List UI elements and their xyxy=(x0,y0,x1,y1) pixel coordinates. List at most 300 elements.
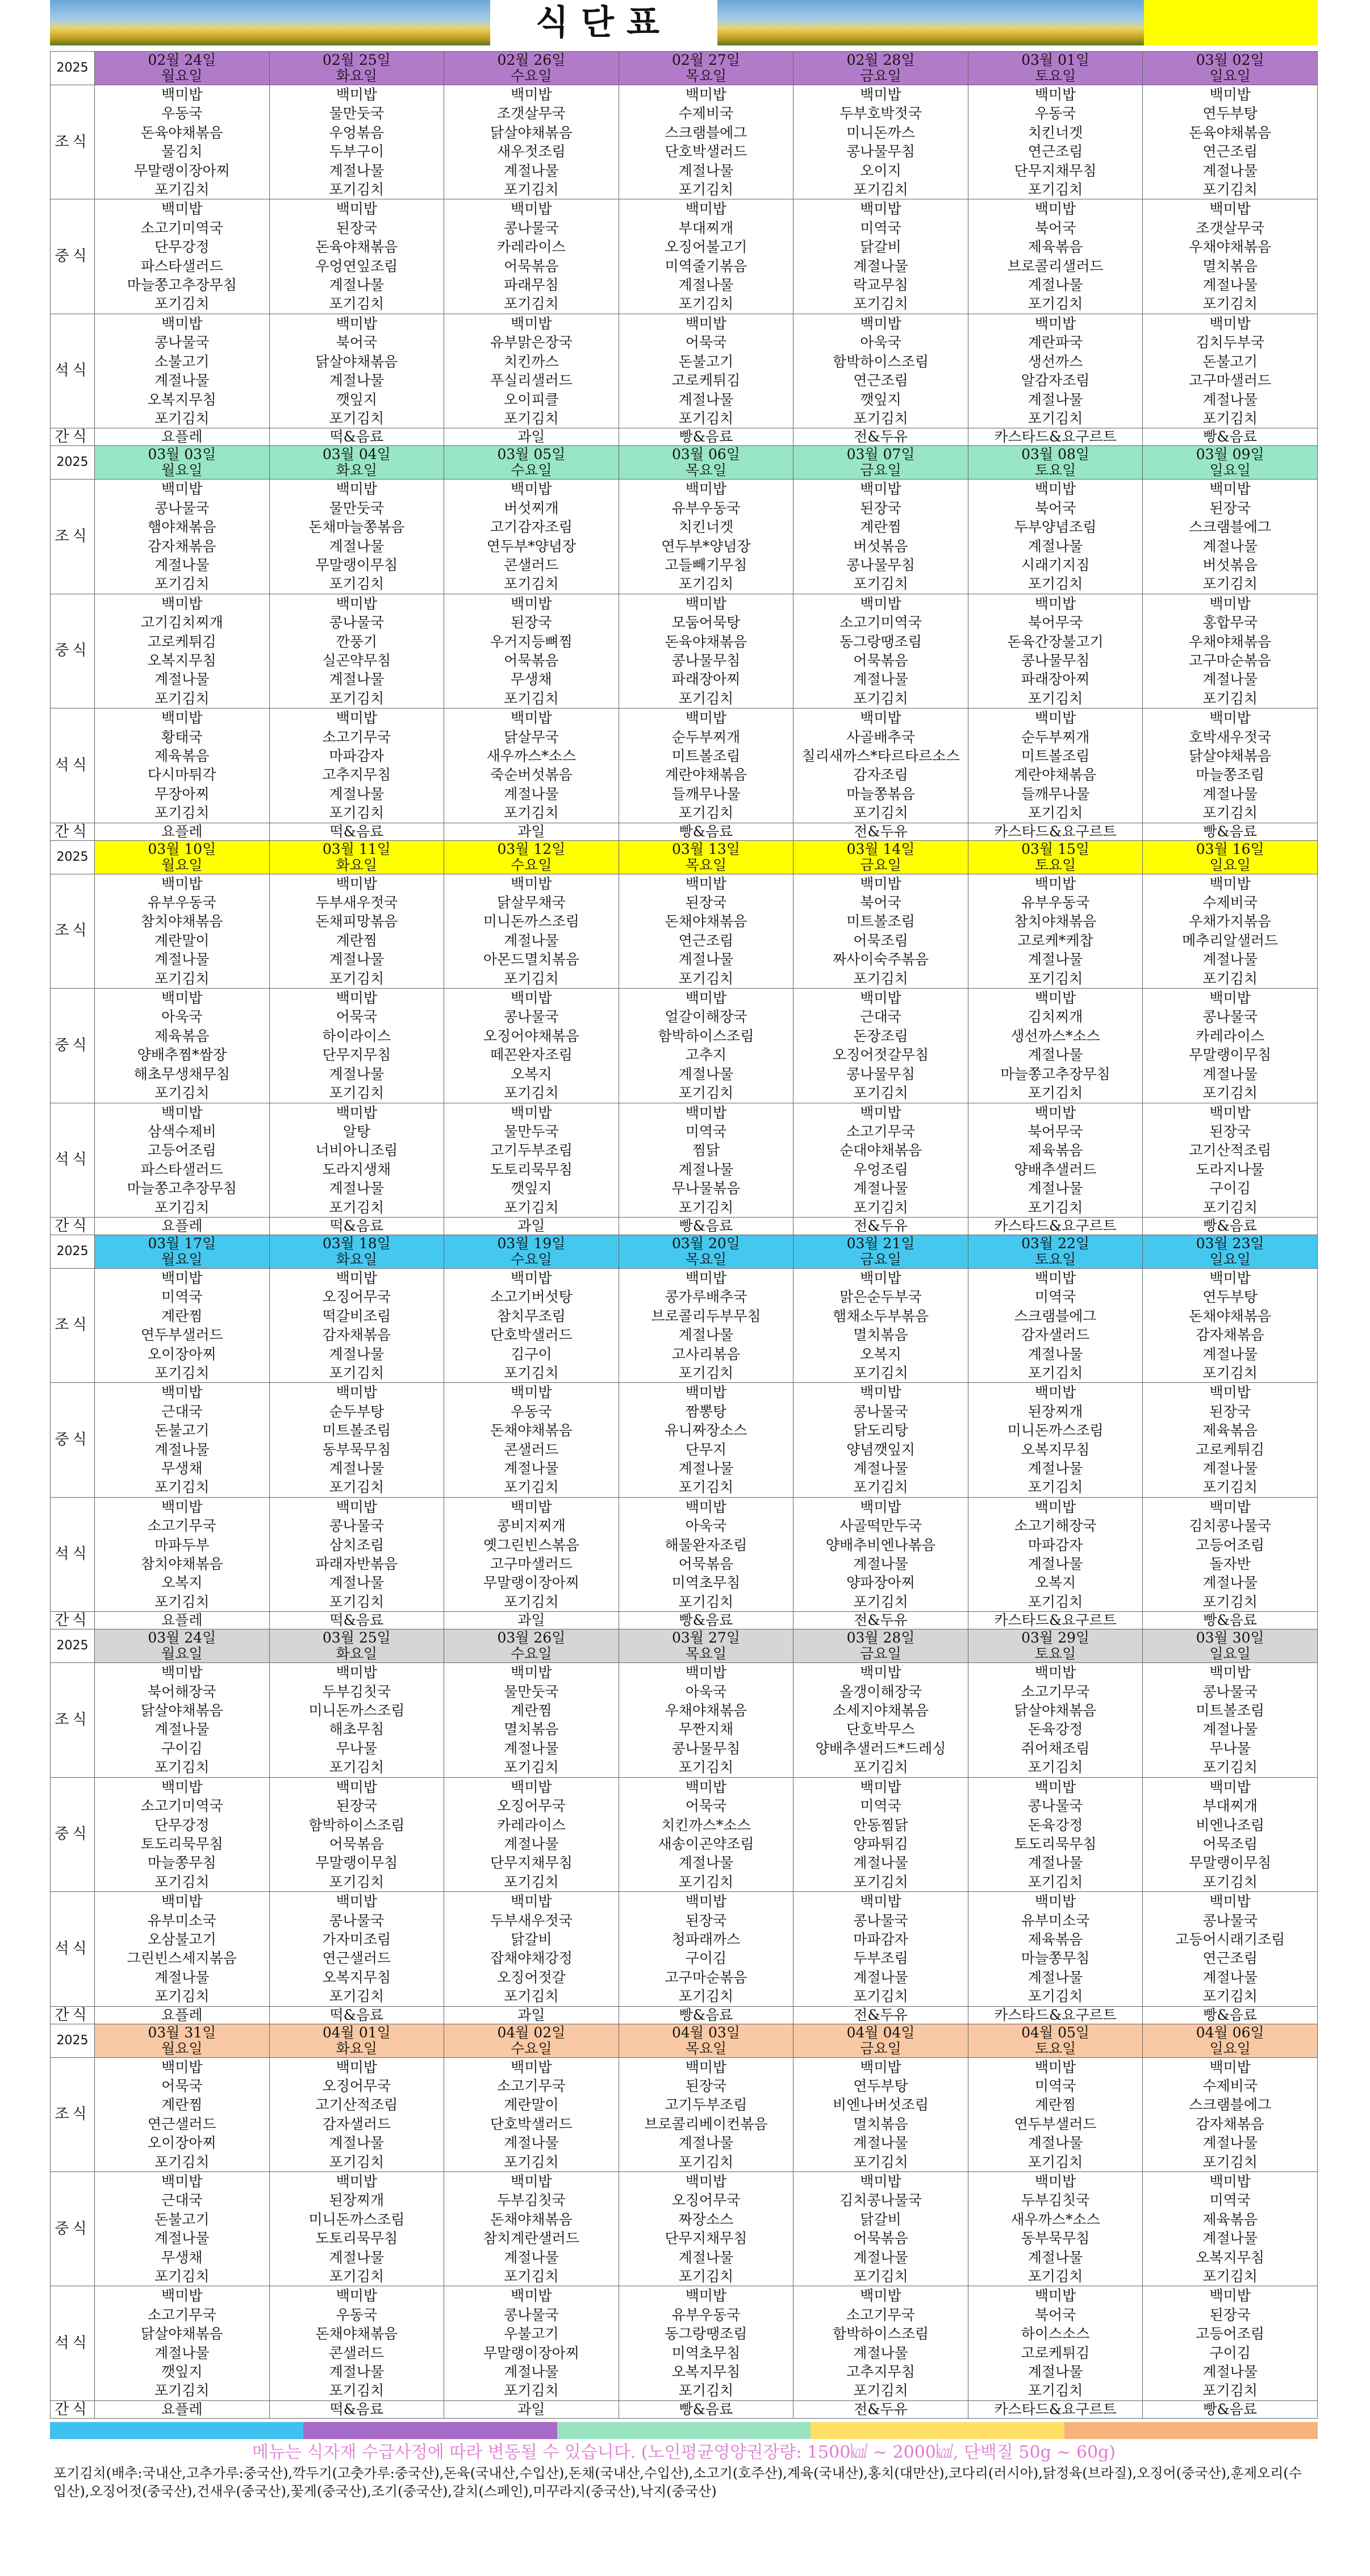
date-header-cell xyxy=(619,52,793,85)
date-label: 03월 15일 xyxy=(1021,840,1090,857)
date-header-cell xyxy=(444,2024,619,2057)
meal-label-dinner: 석식 xyxy=(51,1497,95,1611)
date-label: 02월 26일 xyxy=(497,52,566,68)
snack-cell: 빵&음료 xyxy=(619,1217,793,1235)
menu-cell-breakfast: 백미밥 물만둣국 계란찜 멸치볶음 계절나물 포기김치 xyxy=(444,1663,619,1777)
menu-cell-breakfast: 백미밥 북어해장국 닭살야채볶음 계절나물 구이김 포기김치 xyxy=(95,1663,270,1777)
menu-sheet xyxy=(50,0,1318,2500)
date-header-cell xyxy=(968,1629,1143,1663)
weekday-label: 금요일 xyxy=(860,1645,901,1662)
snack-cell: 전&두유 xyxy=(793,823,968,840)
date-header-cell xyxy=(269,840,444,874)
menu-cell-lunch: 백미밥 얼갈이해장국 함박하이스조림 고추지 계절나물 포기김치 xyxy=(619,989,793,1103)
date-header-cell xyxy=(1143,2024,1318,2057)
menu-cell-lunch: 백미밥 김치콩나물국 닭갈비 어묵볶음 계절나물 포기김치 xyxy=(793,2172,968,2286)
snack-cell: 요플레 xyxy=(95,2006,270,2024)
menu-cell-breakfast: 백미밥 연두부탕 돈채야채볶음 감자채볶음 계절나물 포기김치 xyxy=(1143,1268,1318,1382)
date-header-cell xyxy=(619,446,793,480)
meal-label-lunch: 중식 xyxy=(51,989,95,1103)
date-label: 02월 25일 xyxy=(322,52,391,68)
date-label: 03월 29일 xyxy=(1021,1629,1090,1647)
weekday-label: 일요일 xyxy=(1209,462,1251,479)
menu-cell-breakfast: 백미밥 소고기버섯탕 참치무조림 단호박샐러드 김구이 포기김치 xyxy=(444,1268,619,1382)
dinner-row xyxy=(51,708,1318,823)
date-label: 03월 03일 xyxy=(148,446,216,463)
date-header-cell xyxy=(619,1235,793,1268)
color-strip-segment xyxy=(50,2422,303,2439)
lunch-row xyxy=(51,594,1318,708)
date-header-cell xyxy=(793,52,968,85)
snack-cell: 떡&음료 xyxy=(269,823,444,840)
menu-cell-dinner: 백미밥 된장국 고기산적조림 도라지나물 구이김 포기김치 xyxy=(1143,1103,1318,1217)
weekday-label: 일요일 xyxy=(1209,2040,1251,2057)
menu-cell-dinner: 백미밥 소고기무국 마파감자 고추지무침 계절나물 포기김치 xyxy=(269,708,444,823)
menu-cell-lunch: 백미밥 오징어무국 짜장소스 단무지채무침 계절나물 포기김치 xyxy=(619,2172,793,2286)
menu-cell-dinner: 백미밥 콩비지찌개 옛그린빈스볶음 고구마샐러드 무말랭이장아찌 포기김치 xyxy=(444,1497,619,1611)
year-cell: 2025 xyxy=(51,52,95,85)
weekday-label: 수요일 xyxy=(511,1251,552,1268)
date-label: 03월 08일 xyxy=(1021,446,1090,463)
lunch-row xyxy=(51,1777,1318,1891)
meal-label-dinner: 석식 xyxy=(51,708,95,823)
menu-cell-lunch: 백미밥 콩나물국 돈육강정 토도리묵무침 계절나물 포기김치 xyxy=(968,1777,1143,1891)
menu-cell-breakfast: 백미밥 우동국 돈육야채볶음 물김치 무말랭이장아찌 포기김치 xyxy=(95,85,270,199)
menu-table xyxy=(50,51,1318,2419)
weekday-label: 일요일 xyxy=(1209,68,1251,84)
menu-cell-lunch: 백미밥 된장국 제육볶음 고로케튀김 계절나물 포기김치 xyxy=(1143,1383,1318,1497)
date-header-cell xyxy=(968,2024,1143,2057)
menu-cell-breakfast: 백미밥 유부우동국 참치야채볶음 고로케*케찹 계절나물 포기김치 xyxy=(968,874,1143,988)
date-label: 03월 16일 xyxy=(1196,840,1264,857)
menu-cell-lunch: 백미밥 부대찌개 비엔나조림 어묵조림 무말랭이무침 포기김치 xyxy=(1143,1777,1318,1891)
menu-cell-dinner: 백미밥 닭살무국 새우까스*소스 죽순버섯볶음 계절나물 포기김치 xyxy=(444,708,619,823)
menu-cell-lunch: 백미밥 어묵국 치킨까스*소스 새송이곤약조림 계절나물 포기김치 xyxy=(619,1777,793,1891)
menu-cell-lunch: 백미밥 아욱국 제육볶음 양배추찜*쌈장 해초무생채무침 포기김치 xyxy=(95,989,270,1103)
menu-cell-lunch: 백미밥 콩나물국 카레라이스 어묵볶음 파래무침 포기김치 xyxy=(444,199,619,314)
weekday-label: 수요일 xyxy=(511,1645,552,1662)
menu-cell-dinner: 백미밥 북어국 닭살야채볶음 계절나물 깻잎지 포기김치 xyxy=(269,314,444,428)
menu-cell-breakfast: 백미밥 소고기무국 닭살야채볶음 돈육강정 쥐어채조림 포기김치 xyxy=(968,1663,1143,1777)
date-label: 04월 04일 xyxy=(846,2024,915,2041)
breakfast-row xyxy=(51,2057,1318,2171)
lunch-row xyxy=(51,199,1318,314)
weekday-label: 금요일 xyxy=(860,462,901,479)
menu-cell-dinner: 백미밥 사골떡만두국 양배추비엔나볶음 계절나물 양파장아찌 포기김치 xyxy=(793,1497,968,1611)
meal-label-breakfast: 조식 xyxy=(51,1268,95,1382)
menu-cell-dinner: 백미밥 순두부찌개 미트볼조림 계란야채볶음 들깨무나물 포기김치 xyxy=(968,708,1143,823)
week-header-row xyxy=(51,840,1318,874)
origin-info: 포기김치(배추:국내산,고추가루:중국산),깍두기(고춧가루:중국산),돈육(국내산,수입산),돈채(국내산,수입산),소고기(호주산),계육(국내산),홍치(대만산),코다리(러시아),닭정육(브라질),오징어(중국산),훈제오리(수입산),오징어젓(중국산),건새우(중국산),꽃게(중국산),조기(중국산),갈치(스페인),미꾸라지(중국산),낙지(중국산) xyxy=(53,2465,1302,2499)
menu-cell-breakfast: 백미밥 수제비국 우채가지볶음 메추리알샐러드 계절나물 포기김치 xyxy=(1143,874,1318,988)
menu-cell-dinner: 백미밥 소고기무국 순대야채볶음 우엉조림 계절나물 포기김치 xyxy=(793,1103,968,1217)
date-header-cell xyxy=(444,52,619,85)
date-header-cell xyxy=(619,1629,793,1663)
year-cell: 2025 xyxy=(51,446,95,480)
menu-cell-lunch: 백미밥 된장국 돈육야채볶음 우엉연잎조림 계절나물 포기김치 xyxy=(269,199,444,314)
date-label: 04월 05일 xyxy=(1021,2024,1090,2041)
menu-cell-breakfast: 백미밥 북어국 미트볼조림 어묵조림 짜사이숙주볶음 포기김치 xyxy=(793,874,968,988)
dinner-row xyxy=(51,1497,1318,1611)
date-header-cell xyxy=(444,840,619,874)
date-label: 03월 17일 xyxy=(148,1235,216,1252)
date-label: 03월 24일 xyxy=(148,1629,216,1647)
meal-label-breakfast: 조식 xyxy=(51,2057,95,2171)
date-header-cell xyxy=(968,840,1143,874)
menu-cell-dinner: 백미밥 콩나물국 우불고기 무말랭이장아찌 계절나물 포기김치 xyxy=(444,2286,619,2400)
date-label: 03월 01일 xyxy=(1021,52,1090,68)
date-label: 02월 27일 xyxy=(672,52,740,68)
meal-label-dinner: 석식 xyxy=(51,2286,95,2400)
weekday-label: 토요일 xyxy=(1034,1645,1076,1662)
snack-cell: 전&두유 xyxy=(793,428,968,446)
color-strip xyxy=(50,2422,1318,2439)
meal-label-lunch: 중식 xyxy=(51,594,95,708)
menu-cell-dinner: 백미밥 삼색수제비 고등어조림 파스타샐러드 마늘쫑고추장무침 포기김치 xyxy=(95,1103,270,1217)
date-header-cell xyxy=(269,1235,444,1268)
weekday-label: 일요일 xyxy=(1209,1251,1251,1268)
menu-cell-dinner: 백미밥 황태국 제육볶음 다시마튀각 무장아찌 포기김치 xyxy=(95,708,270,823)
date-label: 03월 06일 xyxy=(672,446,740,463)
menu-cell-dinner: 백미밥 유부우동국 동그랑땡조림 미역초무침 오복지무침 포기김치 xyxy=(619,2286,793,2400)
date-label: 03월 07일 xyxy=(846,446,915,463)
meal-label-snack: 간식 xyxy=(51,428,95,446)
date-header-cell xyxy=(968,1235,1143,1268)
menu-cell-breakfast: 백미밥 북어국 두부양념조림 계절나물 시래기지짐 포기김치 xyxy=(968,480,1143,594)
menu-cell-breakfast: 백미밥 두부김칫국 미니돈까스조림 해초무침 무나물 포기김치 xyxy=(269,1663,444,1777)
menu-cell-breakfast: 백미밥 미역국 계란찜 연두부샐러드 계절나물 포기김치 xyxy=(968,2057,1143,2171)
date-label: 04월 01일 xyxy=(322,2024,391,2041)
snack-cell: 카스타드&요구르트 xyxy=(968,1612,1143,1629)
date-header-cell xyxy=(1143,446,1318,480)
breakfast-row xyxy=(51,85,1318,199)
year-cell: 2025 xyxy=(51,1629,95,1663)
snack-cell: 전&두유 xyxy=(793,1612,968,1629)
date-header-cell xyxy=(269,446,444,480)
menu-cell-dinner: 백미밥 콩나물국 고등어시래기조림 연근조림 계절나물 포기김치 xyxy=(1143,1892,1318,2006)
weekday-label: 토요일 xyxy=(1034,462,1076,479)
snack-cell: 빵&음료 xyxy=(1143,1217,1318,1235)
date-label: 03월 12일 xyxy=(497,840,566,857)
date-label: 03월 05일 xyxy=(497,446,566,463)
menu-cell-lunch: 백미밥 근대국 돈불고기 계절나물 무생채 포기김치 xyxy=(95,2172,270,2286)
weekday-label: 목요일 xyxy=(685,2040,727,2057)
date-header-cell xyxy=(95,2024,270,2057)
snack-cell: 요플레 xyxy=(95,1217,270,1235)
meal-label-breakfast: 조식 xyxy=(51,1663,95,1777)
date-label: 03월 18일 xyxy=(322,1235,391,1252)
weekday-label: 일요일 xyxy=(1209,1645,1251,1662)
weekday-label: 목요일 xyxy=(685,68,727,84)
date-header-cell xyxy=(793,1235,968,1268)
menu-cell-dinner: 백미밥 물만두국 고기두부조림 도토리묵무침 깻잎지 포기김치 xyxy=(444,1103,619,1217)
menu-cell-lunch: 백미밥 홍합무국 우채야채볶음 고구마순볶음 계절나물 포기김치 xyxy=(1143,594,1318,708)
color-strip-segment xyxy=(303,2422,557,2439)
menu-cell-lunch: 백미밥 소고기미역국 단무강정 파스타샐러드 마늘쫑고추장무침 포기김치 xyxy=(95,199,270,314)
dinner-row xyxy=(51,2286,1318,2400)
menu-cell-dinner: 백미밥 사골배추국 칠리새까스*타르타르소스 감자조림 마늘쫑볶음 포기김치 xyxy=(793,708,968,823)
date-label: 03월 30일 xyxy=(1196,1629,1264,1647)
menu-cell-breakfast: 백미밥 물만둣국 돈채마늘쫑볶음 계절나물 무말랭이무침 포기김치 xyxy=(269,480,444,594)
date-label: 02월 28일 xyxy=(846,52,915,68)
menu-cell-breakfast: 백미밥 수제비국 스크램블에그 단호박샐러드 계절나물 포기김치 xyxy=(619,85,793,199)
weekday-label: 목요일 xyxy=(685,462,727,479)
date-label: 03월 22일 xyxy=(1021,1235,1090,1252)
lunch-row xyxy=(51,1383,1318,1497)
snack-cell: 과일 xyxy=(444,1217,619,1235)
menu-cell-breakfast: 백미밥 닭살무채국 미니돈까스조림 계절나물 아몬드멸치볶음 포기김치 xyxy=(444,874,619,988)
menu-cell-breakfast: 백미밥 맑은순두부국 햄채소두부볶음 멸치볶음 오복지 포기김치 xyxy=(793,1268,968,1382)
menu-cell-breakfast: 백미밥 미역국 계란찜 연두부샐러드 오이장아찌 포기김치 xyxy=(95,1268,270,1382)
meal-label-lunch: 중식 xyxy=(51,199,95,314)
weekday-label: 화요일 xyxy=(336,1645,378,1662)
date-label: 03월 28일 xyxy=(846,1629,915,1647)
menu-cell-dinner: 백미밥 아욱국 함박하이스조림 연근조림 깻잎지 포기김치 xyxy=(793,314,968,428)
date-header-cell xyxy=(619,2024,793,2057)
meal-label-snack: 간식 xyxy=(51,823,95,840)
snack-cell: 카스타드&요구르트 xyxy=(968,1217,1143,1235)
date-header-cell xyxy=(793,1629,968,1663)
weekday-label: 월요일 xyxy=(161,1645,203,1662)
meal-label-snack: 간식 xyxy=(51,1217,95,1235)
lunch-row xyxy=(51,989,1318,1103)
weekday-label: 토요일 xyxy=(1034,68,1076,84)
menu-cell-lunch: 백미밥 된장찌개 미니돈까스조림 오복지무침 계절나물 포기김치 xyxy=(968,1383,1143,1497)
snack-cell: 카스타드&요구르트 xyxy=(968,2006,1143,2024)
date-label: 02월 24일 xyxy=(148,52,216,68)
menu-cell-dinner: 백미밥 순두부찌개 미트볼조림 계란야채볶음 들깨무나물 포기김치 xyxy=(619,708,793,823)
snack-cell: 카스타드&요구르트 xyxy=(968,428,1143,446)
menu-cell-breakfast: 백미밥 콩나물국 햄야채볶음 감자채볶음 계절나물 포기김치 xyxy=(95,480,270,594)
date-label: 03월 25일 xyxy=(322,1629,391,1647)
menu-cell-lunch: 백미밥 콩나물국 닭도리탕 양념깻잎지 계절나물 포기김치 xyxy=(793,1383,968,1497)
week-header-row xyxy=(51,1629,1318,1663)
menu-cell-lunch: 백미밥 모둠어묵탕 돈육야채볶음 콩나물무침 파래장아찌 포기김치 xyxy=(619,594,793,708)
meal-label-breakfast: 조식 xyxy=(51,480,95,594)
snack-cell: 전&두유 xyxy=(793,1217,968,1235)
menu-cell-dinner: 백미밥 우동국 돈채야채볶음 콘샐러드 계절나물 포기김치 xyxy=(269,2286,444,2400)
date-header-cell xyxy=(444,1629,619,1663)
color-strip-segment xyxy=(557,2422,811,2439)
breakfast-row xyxy=(51,480,1318,594)
year-cell: 2025 xyxy=(51,840,95,874)
date-label: 03월 26일 xyxy=(497,1629,566,1647)
menu-cell-dinner: 백미밥 콩나물국 삼치조림 파래자반볶음 계절나물 포기김치 xyxy=(269,1497,444,1611)
color-strip-segment xyxy=(1064,2422,1318,2439)
weekday-label: 수요일 xyxy=(511,2040,552,2057)
menu-cell-dinner: 백미밥 김치콩나물국 고등어조림 돌자반 계절나물 포기김치 xyxy=(1143,1497,1318,1611)
snack-cell: 빵&음료 xyxy=(619,2400,793,2418)
weekday-label: 수요일 xyxy=(511,68,552,84)
menu-cell-breakfast: 백미밥 유부우동국 참치야채볶음 계란말이 계절나물 포기김치 xyxy=(95,874,270,988)
menu-cell-lunch: 백미밥 순두부탕 미트볼조림 동부묵무침 계절나물 포기김치 xyxy=(269,1383,444,1497)
menu-cell-dinner: 백미밥 북어국 하이스소스 고로케튀김 계절나물 포기김치 xyxy=(968,2286,1143,2400)
page-title: 식단표 xyxy=(490,0,717,45)
date-label: 03월 13일 xyxy=(672,840,740,857)
menu-cell-lunch: 백미밥 콩나물국 카레라이스 무말랭이무침 계절나물 포기김치 xyxy=(1143,989,1318,1103)
menu-cell-lunch: 백미밥 콩나물국 오징어야채볶음 떼꼰완자조림 오복지 포기김치 xyxy=(444,989,619,1103)
date-header-cell xyxy=(1143,1235,1318,1268)
menu-cell-lunch: 백미밥 북어무국 돈육간장불고기 콩나물무침 파래장아찌 포기김치 xyxy=(968,594,1143,708)
date-header-cell xyxy=(793,2024,968,2057)
dinner-row xyxy=(51,1103,1318,1217)
date-label: 03월 19일 xyxy=(497,1235,566,1252)
menu-cell-lunch: 백미밥 콩나물국 깐풍기 실곤약무침 계절나물 포기김치 xyxy=(269,594,444,708)
menu-cell-breakfast: 백미밥 수제비국 스크램블에그 감자채볶음 계절나물 포기김치 xyxy=(1143,2057,1318,2171)
snack-row xyxy=(51,428,1318,446)
snack-cell: 카스타드&요구르트 xyxy=(968,2400,1143,2418)
snack-cell: 빵&음료 xyxy=(619,1612,793,1629)
weekday-label: 금요일 xyxy=(860,1251,901,1268)
weekday-label: 목요일 xyxy=(685,1645,727,1662)
breakfast-row xyxy=(51,1268,1318,1382)
date-header-cell xyxy=(95,1629,270,1663)
date-header-cell xyxy=(1143,52,1318,85)
meal-label-breakfast: 조식 xyxy=(51,85,95,199)
menu-cell-lunch: 백미밥 된장찌개 미니돈까스조림 도토리묵무침 계절나물 포기김치 xyxy=(269,2172,444,2286)
meal-label-breakfast: 조식 xyxy=(51,874,95,988)
menu-cell-lunch: 백미밥 소고기미역국 동그랑땡조림 어묵볶음 계절나물 포기김치 xyxy=(793,594,968,708)
date-header-cell xyxy=(95,446,270,480)
week-header-row xyxy=(51,1235,1318,1268)
week-header-row xyxy=(51,2024,1318,2057)
date-label: 04월 02일 xyxy=(497,2024,566,2041)
breakfast-row xyxy=(51,874,1318,988)
weekday-label: 월요일 xyxy=(161,1251,203,1268)
menu-cell-breakfast: 백미밥 된장국 스크램블에그 계절나물 버섯볶음 포기김치 xyxy=(1143,480,1318,594)
menu-cell-dinner: 백미밥 콩나물국 소불고기 계절나물 오복지무침 포기김치 xyxy=(95,314,270,428)
date-label: 03월 23일 xyxy=(1196,1235,1264,1252)
snack-cell: 빵&음료 xyxy=(1143,2006,1318,2024)
date-header-cell xyxy=(1143,1629,1318,1663)
snack-cell: 빵&음료 xyxy=(619,823,793,840)
menu-cell-breakfast: 백미밥 어묵국 계란찜 연근샐러드 오이장아찌 포기김치 xyxy=(95,2057,270,2171)
date-header-cell xyxy=(269,52,444,85)
menu-cell-breakfast: 백미밥 두부새우젓국 돈채피망볶음 계란찜 계절나물 포기김치 xyxy=(269,874,444,988)
menu-cell-lunch: 백미밥 우동국 돈채야채볶음 콘샐러드 계절나물 포기김치 xyxy=(444,1383,619,1497)
lunch-row xyxy=(51,2172,1318,2286)
menu-cell-dinner: 백미밥 유부미소국 오삼불고기 그린빈스세지볶음 계절나물 포기김치 xyxy=(95,1892,270,2006)
menu-cell-breakfast: 백미밥 아욱국 우채야채볶음 무짠지채 콩나물무침 포기김치 xyxy=(619,1663,793,1777)
snack-cell: 떡&음료 xyxy=(269,1612,444,1629)
date-label: 03월 10일 xyxy=(148,840,216,857)
date-label: 03월 21일 xyxy=(846,1235,915,1252)
menu-cell-dinner: 백미밥 김치두부국 돈불고기 고구마샐러드 계절나물 포기김치 xyxy=(1143,314,1318,428)
date-header-cell xyxy=(968,52,1143,85)
snack-row xyxy=(51,823,1318,840)
snack-row xyxy=(51,2400,1318,2418)
menu-cell-breakfast: 백미밥 연두부탕 비엔나버섯조림 멸치볶음 계절나물 포기김치 xyxy=(793,2057,968,2171)
menu-cell-dinner: 백미밥 미역국 찜닭 계절나물 무나물볶음 포기김치 xyxy=(619,1103,793,1217)
menu-cell-breakfast: 백미밥 된장국 계란찜 버섯볶음 콩나물무침 포기김치 xyxy=(793,480,968,594)
weekday-label: 월요일 xyxy=(161,462,203,479)
menu-cell-dinner: 백미밥 아욱국 해물완자조림 어묵볶음 미역초무침 포기김치 xyxy=(619,1497,793,1611)
menu-cell-lunch: 백미밥 오징어무국 카레라이스 계절나물 단무지채무침 포기김치 xyxy=(444,1777,619,1891)
meal-label-snack: 간식 xyxy=(51,2006,95,2024)
date-header-cell xyxy=(95,52,270,85)
title-banner xyxy=(50,0,1318,51)
date-header-cell xyxy=(619,840,793,874)
date-label: 03월 04일 xyxy=(322,446,391,463)
menu-cell-lunch: 백미밥 근대국 돈불고기 계절나물 무생채 포기김치 xyxy=(95,1383,270,1497)
sunflower-banner-right xyxy=(717,0,1144,45)
menu-cell-dinner: 백미밥 소고기무국 마파두부 참치야채볶음 오복지 포기김치 xyxy=(95,1497,270,1611)
menu-cell-dinner: 백미밥 계란파국 생선까스 알감자조림 계절나물 포기김치 xyxy=(968,314,1143,428)
date-header-cell xyxy=(793,446,968,480)
date-label: 03월 02일 xyxy=(1196,52,1264,68)
weekday-label: 토요일 xyxy=(1034,1251,1076,1268)
menu-cell-breakfast: 백미밥 콩가루배추국 브로콜리두부무침 계절나물 고사리볶음 포기김치 xyxy=(619,1268,793,1382)
date-label: 04월 03일 xyxy=(672,2024,740,2041)
weekday-label: 수요일 xyxy=(511,462,552,479)
dinner-row xyxy=(51,314,1318,428)
menu-cell-lunch: 백미밥 조갯살무국 우채야채볶음 멸치볶음 계절나물 포기김치 xyxy=(1143,199,1318,314)
snack-cell: 떡&음료 xyxy=(269,2400,444,2418)
menu-cell-dinner: 백미밥 유부맑은장국 치킨까스 푸실리샐러드 오이피클 포기김치 xyxy=(444,314,619,428)
menu-cell-lunch: 백미밥 된장국 우거지등뼈찜 어묵볶음 무생채 포기김치 xyxy=(444,594,619,708)
meal-label-snack: 간식 xyxy=(51,1612,95,1629)
menu-cell-dinner: 백미밥 북어무국 제육볶음 양배추샐러드 계절나물 포기김치 xyxy=(968,1103,1143,1217)
menu-cell-breakfast: 백미밥 연두부탕 돈육야채볶음 연근조림 계절나물 포기김치 xyxy=(1143,85,1318,199)
menu-cell-lunch: 백미밥 어묵국 하이라이스 단무지무침 계절나물 포기김치 xyxy=(269,989,444,1103)
menu-cell-lunch: 백미밥 두부김칫국 새우까스*소스 동부묵무침 계절나물 포기김치 xyxy=(968,2172,1143,2286)
menu-cell-breakfast: 백미밥 물만둣국 우엉볶음 두부구이 계절나물 포기김치 xyxy=(269,85,444,199)
snack-cell: 요플레 xyxy=(95,823,270,840)
menu-cell-dinner: 백미밥 어묵국 돈불고기 고로케튀김 계절나물 포기김치 xyxy=(619,314,793,428)
menu-cell-breakfast: 백미밥 오징어무국 고기산적조림 감자샐러드 계절나물 포기김치 xyxy=(269,2057,444,2171)
date-label: 03월 31일 xyxy=(148,2024,216,2041)
snack-cell: 빵&음료 xyxy=(619,2006,793,2024)
menu-cell-lunch: 백미밥 고기김치찌개 고로케튀김 오복지무침 계절나물 포기김치 xyxy=(95,594,270,708)
weekday-label: 토요일 xyxy=(1034,2040,1076,2057)
snack-cell: 과일 xyxy=(444,2006,619,2024)
weekday-label: 월요일 xyxy=(161,2040,203,2057)
date-label: 03월 14일 xyxy=(846,840,915,857)
meal-label-dinner: 석식 xyxy=(51,1103,95,1217)
snack-cell: 전&두유 xyxy=(793,2400,968,2418)
snack-cell: 요플레 xyxy=(95,1612,270,1629)
meal-label-dinner: 석식 xyxy=(51,1892,95,2006)
meal-label-lunch: 중식 xyxy=(51,1383,95,1497)
menu-cell-breakfast: 백미밥 조갯살무국 닭살야채볶음 새우젓조림 계절나물 포기김치 xyxy=(444,85,619,199)
sunflower-banner-left xyxy=(50,0,490,45)
snack-cell: 빵&음료 xyxy=(1143,428,1318,446)
weekday-label: 월요일 xyxy=(161,856,203,873)
weekday-label: 화요일 xyxy=(336,2040,378,2057)
date-label: 03월 27일 xyxy=(672,1629,740,1647)
menu-cell-breakfast: 백미밥 유부우동국 치킨너겟 연두부*양념장 고들빼기무침 포기김치 xyxy=(619,480,793,594)
menu-cell-breakfast: 백미밥 올갱이해장국 소세지야채볶음 단호박무스 양배추샐러드*드레싱 포기김치 xyxy=(793,1663,968,1777)
menu-cell-lunch: 백미밥 부대찌개 오징어불고기 미역줄기볶음 계절나물 포기김치 xyxy=(619,199,793,314)
dinner-row xyxy=(51,1892,1318,2006)
menu-cell-lunch: 백미밥 근대국 돈장조림 오징어젓갈무침 콩나물무침 포기김치 xyxy=(793,989,968,1103)
year-cell: 2025 xyxy=(51,1235,95,1268)
menu-cell-lunch: 백미밥 북어국 제육볶음 브로콜리샐러드 계절나물 포기김치 xyxy=(968,199,1143,314)
menu-cell-breakfast: 백미밥 오징어무국 떡갈비조림 감자채볶음 계절나물 포기김치 xyxy=(269,1268,444,1382)
weekday-label: 목요일 xyxy=(685,856,727,873)
meal-label-snack: 간식 xyxy=(51,2400,95,2418)
date-header-cell xyxy=(95,1235,270,1268)
breakfast-row xyxy=(51,1663,1318,1777)
nutrition-notice: 메뉴는 식자재 수급사정에 따라 변동될 수 있습니다. (노인평균영양권장량: 1500㎉ ~ 2000㎉, 단백질 50g ~ 60g) xyxy=(252,2442,1116,2462)
snack-row xyxy=(51,1612,1318,1629)
year-cell: 2025 xyxy=(51,2024,95,2057)
menu-cell-breakfast: 백미밥 소고기무국 계란말이 단호박샐러드 계절나물 포기김치 xyxy=(444,2057,619,2171)
menu-cell-dinner: 백미밥 소고기무국 닭살야채볶음 계절나물 깻잎지 포기김치 xyxy=(95,2286,270,2400)
menu-cell-breakfast: 백미밥 버섯찌개 고기감자조림 연두부*양념장 콘샐러드 포기김치 xyxy=(444,480,619,594)
weekday-label: 금요일 xyxy=(860,2040,901,2057)
menu-cell-lunch: 백미밥 미역국 제육볶음 계절나물 오복지무침 포기김치 xyxy=(1143,2172,1318,2286)
snack-cell: 과일 xyxy=(444,823,619,840)
